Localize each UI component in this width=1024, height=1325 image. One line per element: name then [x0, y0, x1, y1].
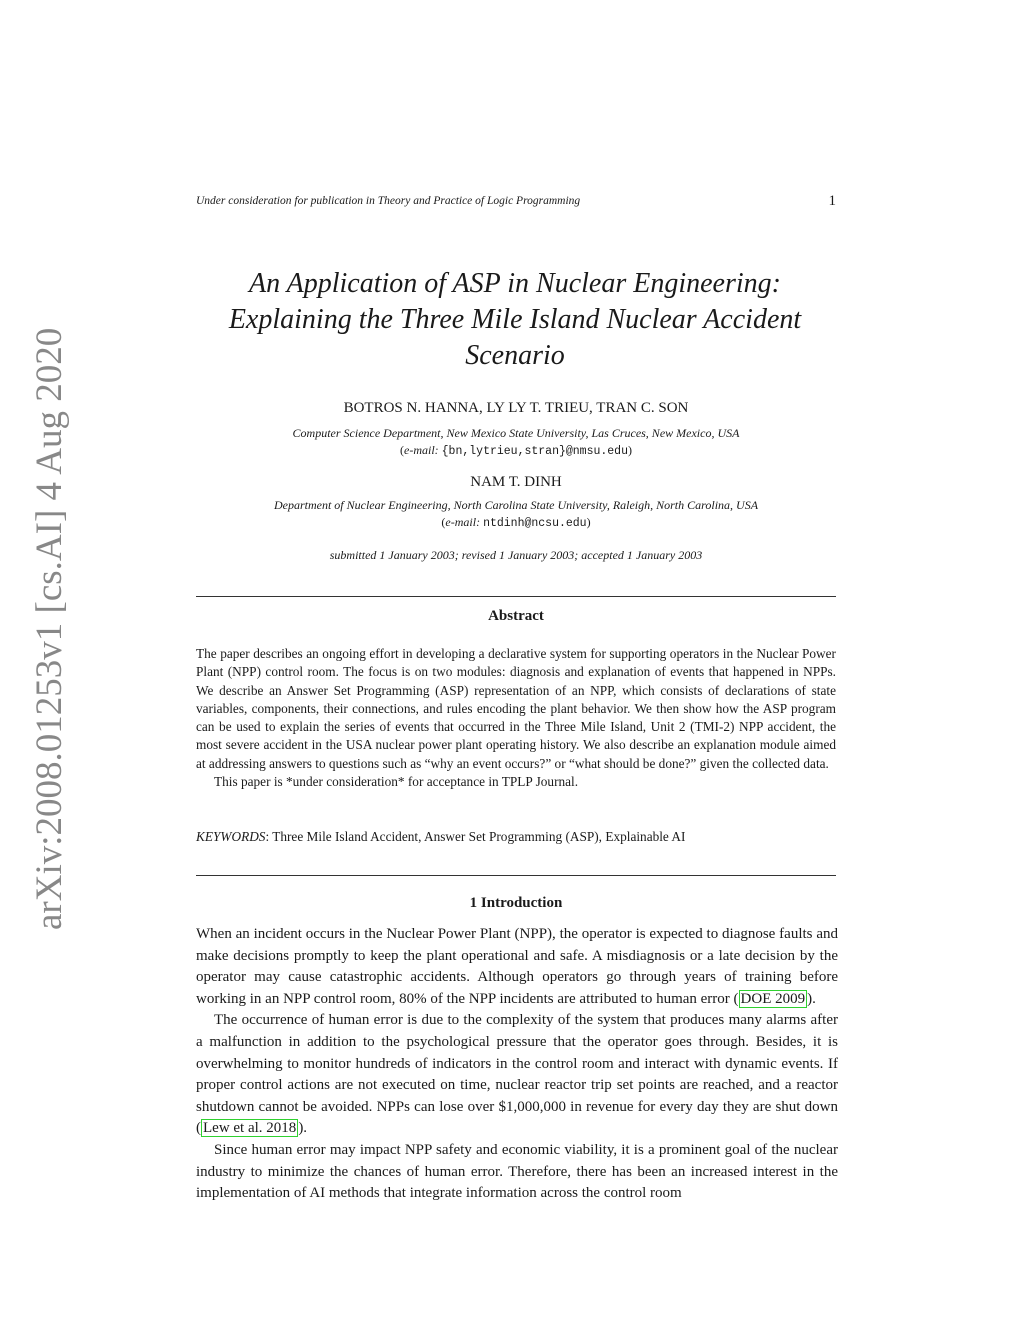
affiliation-group2: Department of Nuclear Engineering, North Carolina State University, Raleigh, North Carolina, USA [273, 498, 759, 512]
body-paragraph: Since human error may impact NPP safety and economic viability, it is a prominent goal of the nuclear industry to minimize the chances of human error. Therefore, there has been an increased interest in the implementation of AI methods that integrate information across the control room [196, 1141, 838, 1202]
paragraph-text: The occurrence of human error is due to the complexity of the system that produces many alarms after a malfunction in addition to the psychological pressure that the operator goes through. Besides, it is overwhelming to monitor hundreds of indicators in the control room and interact with dynamic events. If proper control actions are not executed on time, nuclear reactor trip set points are reached, and a reactor shutdown cannot be avoided. NPPs can lose over $1,000,000 in revenue for every day they are shut down ( [196, 1012, 838, 1137]
paragraph-text: ). [298, 1120, 308, 1137]
author-names-group1: BOTROS N. HANNA, LY LY T. TRIEU, TRAN C. SON [343, 400, 689, 416]
email-address[interactable]: ntdinh@ncsu.edu [483, 517, 587, 530]
body-paragraph [196, 1010, 838, 1140]
abstract-paragraph: The paper describes an ongoing effort in developing a declarative system for supporting operators in the Nuclear Power Plant (NPP) control room. The focus is on two modules: diagnosis and explanation of events that happened in NPPs. We describe an Answer Set Programming (ASP) representation of an NPP, which consists of declarations of state variables, components, their connections, and rules encoding the plant behavior. We then show how the ASP program can be used to explain the series of events that occurred in the Three Mile Island, Unit 2 (TMI-2) NPP accident, the most severe accident in the USA nuclear power plant operating history. We also describe an explanation module aimed at addressing answers to questions such as “why an event occurs?” or “what should be done?” given the collected data. [196, 646, 836, 771]
email-address[interactable]: {bn,lytrieu,stran}@nmsu.edu [441, 445, 628, 458]
divider [196, 596, 836, 597]
email-group2: (e-mail: ntdinh@ncsu.edu) [441, 515, 591, 530]
title-line: An Application of ASP in Nuclear Engineering: [249, 268, 781, 299]
email-group1: (e-mail: {bn,lytrieu,stran}@nmsu.edu) [400, 443, 632, 458]
introduction-body [196, 924, 838, 1205]
submission-dates: submitted 1 January 2003; revised 1 January 2003; accepted 1 January 2003 [329, 548, 703, 562]
author-names-group2: NAM T. DINH [470, 474, 562, 490]
paragraph-text: When an incident occurs in the Nuclear Power Plant (NPP), the operator is expected to diagnose faults and make decisions promptly to keep the plant operational and safe. A misdiagnosis or a late decision by the operator may cause catastrophic accidents. Although operators go through years of training before working in an NPP control room, 80% of the NPP incidents are attributed to human error ( [196, 926, 838, 1007]
keywords-text: : Three Mile Island Accident, Answer Set Programming (ASP), Explainable AI [265, 829, 686, 844]
abstract-heading: Abstract [488, 608, 544, 624]
title-line: Explaining the Three Mile Island Nuclear Accident [228, 304, 802, 335]
affiliation-group1: Computer Science Department, New Mexico State University, Las Cruces, New Mexico, USA [292, 426, 740, 440]
abstract-body [196, 645, 836, 791]
paragraph-text: ). [807, 990, 816, 1007]
body-paragraph [196, 924, 838, 1010]
keywords [196, 829, 836, 845]
citation-link[interactable]: Lew et al. 2018 [203, 1120, 297, 1137]
divider [196, 875, 836, 876]
keywords-label: KEYWORDS [196, 829, 266, 844]
email-label: e-mail: [404, 443, 439, 457]
title-line: Scenario [465, 340, 565, 371]
running-head: Under consideration for publication in Theory and Practice of Logic Programming [196, 195, 581, 207]
abstract-paragraph: This paper is *under consideration* for acceptance in TPLP Journal. [214, 774, 579, 790]
citation-link[interactable]: DOE 2009 [740, 990, 806, 1007]
section-heading-introduction: 1 Introduction [469, 895, 563, 911]
page-number: 1 [828, 193, 836, 209]
paper-title [150, 266, 880, 374]
arxiv-sidebar-stamp: arXiv:2008.01253v1 [cs.AI] 4 Aug 2020 [29, 327, 70, 930]
email-label: e-mail: [445, 515, 481, 529]
